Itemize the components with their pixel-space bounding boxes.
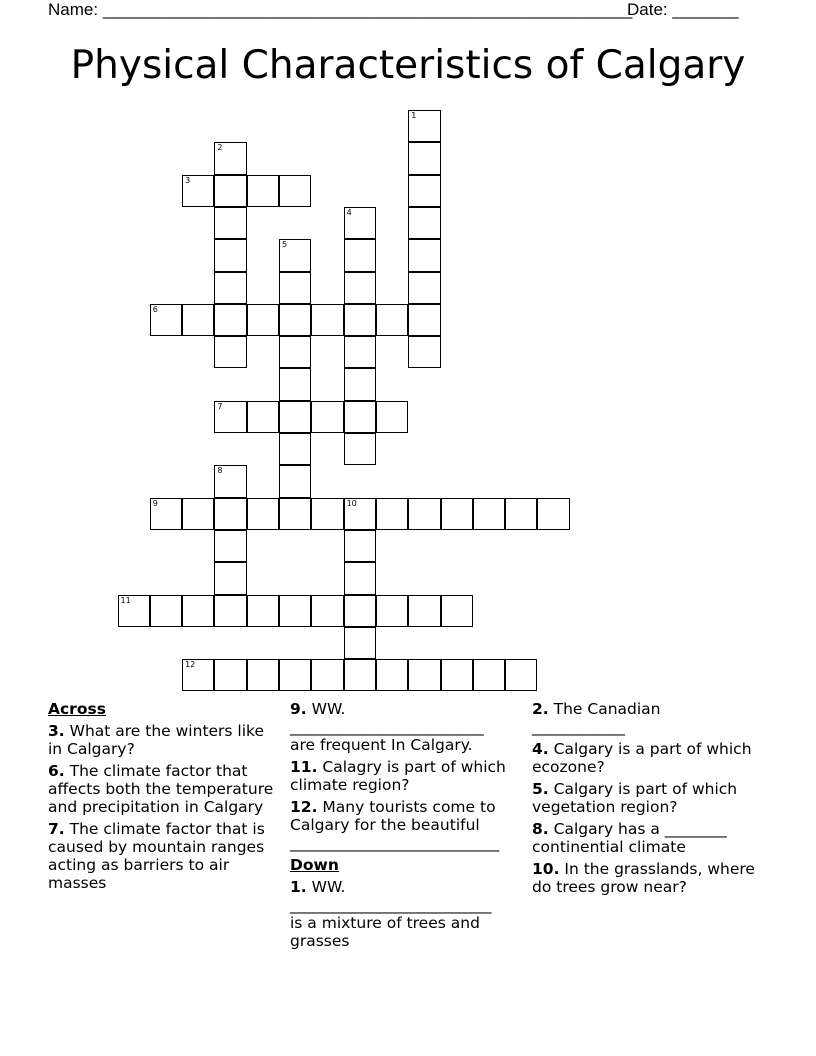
grid-cell[interactable] bbox=[473, 659, 505, 691]
grid-cell[interactable] bbox=[247, 401, 279, 433]
grid-cell[interactable] bbox=[182, 498, 214, 530]
grid-cell[interactable] bbox=[505, 498, 537, 530]
grid-cell[interactable] bbox=[214, 562, 246, 594]
grid-cell[interactable] bbox=[311, 595, 343, 627]
grid-cell-number: 1 bbox=[411, 111, 417, 120]
grid-cell[interactable] bbox=[311, 401, 343, 433]
grid-cell[interactable] bbox=[311, 659, 343, 691]
clue-across-6: 6. The climate factor that affects both the temperature and precipitation in Calgary bbox=[48, 762, 274, 816]
grid-cell[interactable] bbox=[279, 272, 311, 304]
across-heading: Across bbox=[48, 700, 106, 718]
clue-down-2: 2. The Canadian ____________ bbox=[532, 700, 661, 736]
grid-cell[interactable] bbox=[279, 595, 311, 627]
grid-cell-number: 4 bbox=[346, 207, 352, 217]
grid-cell[interactable] bbox=[182, 595, 214, 627]
grid-cell[interactable] bbox=[214, 595, 246, 627]
grid-cell[interactable] bbox=[537, 498, 569, 530]
clue-across-9: 9. WW. _________________________ are frequent In Calgary. bbox=[290, 700, 484, 754]
grid-cell[interactable] bbox=[279, 659, 311, 691]
grid-cell[interactable] bbox=[279, 465, 311, 497]
grid-cell[interactable] bbox=[150, 304, 182, 336]
grid-cell[interactable] bbox=[214, 304, 246, 336]
grid-cell[interactable] bbox=[182, 175, 214, 207]
grid-cell[interactable] bbox=[408, 142, 440, 174]
grid-cell[interactable] bbox=[344, 627, 376, 659]
grid-cell[interactable] bbox=[247, 175, 279, 207]
grid-cell[interactable] bbox=[118, 595, 150, 627]
grid-cell[interactable] bbox=[344, 207, 376, 239]
grid-cell[interactable] bbox=[214, 530, 246, 562]
grid-cell[interactable] bbox=[279, 175, 311, 207]
grid-cell[interactable] bbox=[344, 239, 376, 271]
grid-cell[interactable] bbox=[311, 304, 343, 336]
grid-cell-number: 8 bbox=[217, 466, 223, 476]
grid-cell[interactable] bbox=[214, 659, 246, 691]
grid-cell-number: 9 bbox=[152, 498, 158, 508]
grid-cell[interactable] bbox=[214, 498, 246, 530]
grid-cell[interactable] bbox=[344, 304, 376, 336]
down-heading: Down bbox=[290, 856, 339, 874]
grid-cell-number: 3 bbox=[185, 175, 191, 185]
grid-cell[interactable] bbox=[279, 239, 311, 271]
grid-cell[interactable] bbox=[408, 659, 440, 691]
name-label: Name: bbox=[48, 0, 99, 19]
grid-cell[interactable] bbox=[408, 595, 440, 627]
grid-cell[interactable] bbox=[408, 304, 440, 336]
grid-cell[interactable] bbox=[376, 498, 408, 530]
grid-cell[interactable] bbox=[214, 142, 246, 174]
grid-cell[interactable] bbox=[150, 595, 182, 627]
grid-cell[interactable] bbox=[376, 595, 408, 627]
grid-cell[interactable] bbox=[279, 368, 311, 400]
grid-cell[interactable] bbox=[344, 595, 376, 627]
date-label: Date: bbox=[627, 0, 668, 19]
grid-cell[interactable] bbox=[311, 498, 343, 530]
grid-cell[interactable] bbox=[214, 401, 246, 433]
grid-cell[interactable] bbox=[376, 304, 408, 336]
grid-cell[interactable] bbox=[182, 304, 214, 336]
clue-down-4: 4. Calgary is a part of which ecozone? bbox=[532, 740, 752, 776]
grid-cell[interactable] bbox=[344, 498, 376, 530]
grid-cell[interactable] bbox=[344, 336, 376, 368]
grid-cell-number: 11 bbox=[120, 595, 131, 605]
grid-cell[interactable] bbox=[408, 239, 440, 271]
grid-cell[interactable] bbox=[505, 659, 537, 691]
grid-cell[interactable] bbox=[344, 401, 376, 433]
clue-down-8: 8. Calgary has a ________ continential climate bbox=[532, 820, 727, 856]
grid-cell[interactable] bbox=[408, 175, 440, 207]
name-blank: ________________________________________________________ bbox=[102, 0, 633, 19]
grid-cell[interactable] bbox=[441, 595, 473, 627]
grid-cell[interactable] bbox=[344, 530, 376, 562]
grid-cell[interactable] bbox=[408, 110, 440, 142]
grid-cell[interactable] bbox=[214, 239, 246, 271]
grid-cell-number: 10 bbox=[346, 498, 357, 508]
grid-cell[interactable] bbox=[408, 272, 440, 304]
grid-cell[interactable] bbox=[214, 175, 246, 207]
grid-cell[interactable] bbox=[441, 659, 473, 691]
clue-down-5: 5. Calgary is part of which vegetation region? bbox=[532, 780, 738, 816]
grid-cell[interactable] bbox=[408, 207, 440, 239]
grid-cell[interactable] bbox=[344, 272, 376, 304]
grid-cell[interactable] bbox=[408, 498, 440, 530]
clues-column-3 bbox=[532, 700, 772, 900]
grid-cell[interactable] bbox=[279, 401, 311, 433]
grid-cell[interactable] bbox=[279, 304, 311, 336]
grid-cell[interactable] bbox=[279, 498, 311, 530]
grid-cell[interactable] bbox=[247, 659, 279, 691]
grid-cell[interactable] bbox=[279, 433, 311, 465]
grid-cell[interactable] bbox=[441, 498, 473, 530]
grid-cell[interactable] bbox=[473, 498, 505, 530]
grid-cell[interactable] bbox=[214, 207, 246, 239]
date-blank: _______ bbox=[672, 0, 739, 19]
grid-cell[interactable] bbox=[247, 304, 279, 336]
clues-column-2 bbox=[290, 700, 530, 954]
grid-cell-number: 6 bbox=[152, 304, 158, 314]
clue-across-3: 3. What are the winters like in Calgary? bbox=[48, 722, 265, 758]
grid-cell[interactable] bbox=[344, 659, 376, 691]
grid-cell[interactable] bbox=[150, 498, 182, 530]
grid-cell[interactable] bbox=[376, 401, 408, 433]
grid-cell[interactable] bbox=[344, 368, 376, 400]
grid-cell[interactable] bbox=[344, 562, 376, 594]
grid-cell[interactable] bbox=[247, 498, 279, 530]
grid-cell[interactable] bbox=[408, 336, 440, 368]
grid-cell[interactable] bbox=[214, 336, 246, 368]
grid-cell[interactable] bbox=[182, 659, 214, 691]
grid-cell[interactable] bbox=[214, 465, 246, 497]
clue-across-7: 7. The climate factor that is caused by mountain ranges acting as barriers to air masses bbox=[48, 820, 265, 892]
grid-cell[interactable] bbox=[376, 659, 408, 691]
clue-across-12: 12. Many tourists come to Calgary for the beautiful ___________________________ bbox=[290, 798, 500, 852]
grid-cell[interactable] bbox=[279, 336, 311, 368]
grid-cell-number: 7 bbox=[217, 401, 223, 411]
grid-cell-number: 12 bbox=[185, 660, 196, 670]
clue-down-10: 10. In the grasslands, where do trees grow near? bbox=[532, 860, 755, 896]
grid-cell[interactable] bbox=[247, 595, 279, 627]
grid-cell-number: 2 bbox=[217, 143, 223, 153]
page-title: Physical Characteristics of Calgary bbox=[70, 43, 746, 88]
clues-column-1 bbox=[48, 700, 280, 896]
clue-down-1: 1. WW. __________________________ is a mixture of trees and grasses bbox=[290, 878, 492, 950]
grid-cell[interactable] bbox=[214, 272, 246, 304]
clue-across-11: 11. Calagry is part of which climate region? bbox=[290, 758, 506, 794]
grid-cell-number: 5 bbox=[282, 240, 288, 250]
grid-cell[interactable] bbox=[344, 433, 376, 465]
